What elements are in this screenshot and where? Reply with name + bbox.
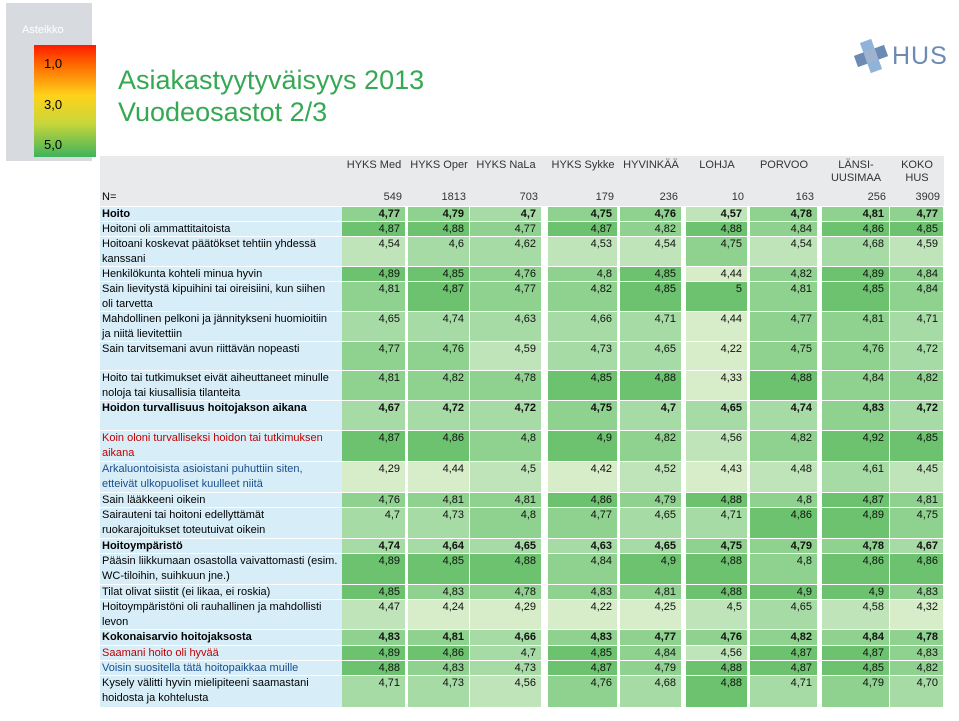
question-label: Henkilökunta kohteli minua hyvin: [102, 268, 263, 280]
question-label: Voisin suositella tätä hoitopaikkaa muille: [102, 662, 299, 674]
score-value: 4,75: [590, 402, 612, 414]
score-value: 4,84: [916, 283, 938, 295]
score-value: 4,87: [590, 223, 612, 235]
question-label: Sain tarvitsemani avun riittävän nopeasti: [102, 343, 300, 355]
score-value: 4,67: [378, 402, 400, 414]
score-value: 4,44: [720, 268, 742, 280]
n-value: 163: [795, 191, 814, 203]
score-value: 4,88: [720, 662, 742, 674]
score-value: 4,85: [590, 372, 612, 384]
score-value: 4,63: [514, 313, 536, 325]
score-value: 4,68: [862, 238, 884, 250]
score-value: 4,86: [590, 494, 612, 506]
score-value: 4,77: [514, 283, 536, 295]
score-value: 4,75: [590, 208, 612, 220]
score-value: 4,54: [378, 238, 400, 250]
score-value: 4,82: [790, 432, 812, 444]
score-value: 4,57: [720, 208, 742, 220]
score-value: 4,89: [862, 509, 884, 521]
question-label: Mahdollinen pelkoni ja jännitykseni huomioitiin ja niitä lievitettiin: [102, 313, 328, 340]
n-value: 703: [519, 191, 538, 203]
question-label: Sairauteni tai hoitoni edellyttämät ruokarajoitukset toteutuivat oikein: [102, 509, 266, 536]
score-value: 4,72: [514, 402, 536, 414]
score-value: 4,82: [790, 268, 812, 280]
score-value: 4,84: [790, 223, 812, 235]
score-value: 4,44: [720, 313, 742, 325]
column-header: HYKS Med: [346, 159, 402, 171]
score-value: 4,73: [442, 677, 464, 689]
score-value: 4,65: [654, 540, 676, 552]
score-value: 4,82: [442, 372, 464, 384]
question-label: Sain lievitystä kipuihini tai oireisiini, kun siihen oli tarvetta: [102, 283, 326, 310]
n-label: N=: [102, 191, 117, 203]
score-value: 4,77: [378, 208, 400, 220]
score-value: 4,89: [862, 268, 884, 280]
score-value: 4,88: [720, 494, 742, 506]
score-value: 4,74: [790, 402, 812, 414]
score-value: 4,8: [796, 494, 812, 506]
score-value: 4,9: [868, 586, 884, 598]
score-value: 4,8: [520, 509, 536, 521]
score-value: 4,85: [916, 432, 938, 444]
score-value: 4,7: [520, 647, 536, 659]
score-value: 4,85: [654, 283, 676, 295]
score-value: 4,85: [442, 555, 464, 567]
score-value: 4,8: [796, 555, 812, 567]
score-value: 4,86: [790, 509, 812, 521]
score-value: 4,65: [378, 313, 400, 325]
score-value: 4,88: [654, 372, 676, 384]
score-value: 4,76: [590, 677, 612, 689]
score-value: 4,76: [514, 268, 536, 280]
score-value: 4,87: [790, 647, 812, 659]
question-label: Pääsin liikkumaan osastolla vaivattomasti (esim. WC-tiloihin, suihkuun jne.): [102, 555, 338, 582]
score-value: 4,75: [790, 343, 812, 355]
score-value: 4,85: [916, 223, 938, 235]
score-value: 4,84: [590, 555, 612, 567]
score-value: 4,81: [654, 586, 676, 598]
score-value: 4,83: [378, 631, 400, 643]
score-value: 4,78: [514, 372, 536, 384]
score-value: 4,77: [916, 208, 938, 220]
rating-scale-legend: [6, 3, 92, 161]
question-label: Sain lääkkeeni oikein: [102, 494, 206, 506]
logo-text: HUS: [892, 42, 948, 70]
score-value: 4,65: [654, 509, 676, 521]
score-value: 4,84: [654, 647, 676, 659]
score-value: 4,9: [596, 432, 612, 444]
score-value: 4,79: [862, 677, 884, 689]
score-value: 4,7: [660, 402, 676, 414]
question-label: Kysely välitti hyvin mielipiteeni saamastani hoidosta ja kohtelusta: [102, 677, 309, 704]
score-value: 4,83: [916, 647, 938, 659]
score-value: 4,73: [590, 343, 612, 355]
score-value: 4,76: [654, 208, 676, 220]
score-value: 4,82: [916, 372, 938, 384]
score-value: 4,5: [726, 601, 742, 613]
score-value: 4,81: [378, 283, 400, 295]
score-value: 4,8: [520, 432, 536, 444]
score-value: 4,82: [916, 662, 938, 674]
section-heading: Hoito: [102, 208, 131, 220]
score-value: 4,76: [442, 343, 464, 355]
score-value: 4,70: [916, 677, 938, 689]
column-header: KOKO HUS: [901, 159, 933, 184]
score-value: 4,83: [590, 631, 612, 643]
score-value: 4,81: [862, 313, 884, 325]
score-value: 4,71: [790, 677, 812, 689]
score-value: 4,7: [520, 208, 536, 220]
score-value: 4,59: [916, 238, 938, 250]
score-value: 4,88: [720, 555, 742, 567]
score-value: 4,85: [654, 268, 676, 280]
score-value: 4,81: [514, 494, 536, 506]
score-value: 4,76: [720, 631, 742, 643]
score-value: 4,79: [442, 208, 464, 220]
score-value: 4,78: [514, 586, 536, 598]
score-value: 4,72: [916, 343, 938, 355]
legend-label-bottom: 5,0: [44, 137, 63, 152]
score-value: 4,87: [862, 494, 884, 506]
score-value: 4,72: [916, 402, 938, 414]
column-header: PORVOO: [759, 159, 809, 171]
score-value: 4,89: [378, 647, 400, 659]
score-value: 4,63: [590, 540, 612, 552]
score-value: 4,83: [862, 402, 884, 414]
score-value: 4,83: [916, 586, 938, 598]
score-value: 4,24: [442, 601, 464, 613]
score-value: 4,87: [590, 662, 612, 674]
score-value: 4,77: [590, 509, 612, 521]
score-value: 4,88: [442, 223, 464, 235]
score-value: 4,66: [590, 313, 612, 325]
score-value: 4,85: [862, 283, 884, 295]
score-value: 4,86: [862, 223, 884, 235]
score-value: 4,88: [790, 372, 812, 384]
score-value: 4,86: [442, 647, 464, 659]
score-value: 4,89: [378, 555, 400, 567]
score-value: 4,47: [378, 601, 400, 613]
score-value: 4,8: [596, 268, 612, 280]
score-value: 4,81: [442, 631, 464, 643]
results-table: [100, 156, 944, 721]
score-value: 4,84: [862, 631, 884, 643]
score-value: 4,73: [442, 509, 464, 521]
score-value: 4,88: [378, 662, 400, 674]
score-value: 4,67: [916, 540, 938, 552]
score-value: 4,65: [720, 402, 742, 414]
column-header: HYKS Oper: [410, 159, 468, 171]
score-value: 4,77: [654, 631, 676, 643]
score-value: 4,87: [442, 283, 464, 295]
score-value: 4,87: [862, 647, 884, 659]
score-value: 4,77: [790, 313, 812, 325]
score-value: 4,78: [916, 631, 938, 643]
score-value: 4,59: [514, 343, 536, 355]
n-value: 10: [731, 191, 744, 203]
score-value: 4,61: [862, 463, 884, 475]
n-value: 236: [659, 191, 678, 203]
score-value: 4,84: [862, 372, 884, 384]
score-value: 4,52: [654, 463, 676, 475]
score-value: 4,45: [916, 463, 938, 475]
score-value: 4,77: [514, 223, 536, 235]
question-label: Hoitoani koskevat päätökset tehtiin yhdessä kanssani: [102, 238, 317, 265]
score-value: 4,81: [378, 372, 400, 384]
score-value: 4,88: [720, 223, 742, 235]
score-value: 4,89: [378, 268, 400, 280]
score-value: 4,25: [654, 601, 676, 613]
legend-label-top: 1,0: [44, 56, 63, 71]
score-value: 4,65: [654, 343, 676, 355]
section-heading: Kokonaisarvio hoitojaksosta: [102, 631, 252, 643]
hus-logo: [852, 38, 948, 78]
score-value: 4,83: [442, 662, 464, 674]
score-value: 4,48: [790, 463, 812, 475]
score-value: 4,75: [916, 509, 938, 521]
score-value: 4,56: [720, 432, 742, 444]
score-value: 4,71: [378, 677, 400, 689]
score-value: 4,65: [790, 601, 812, 613]
score-value: 4,79: [654, 662, 676, 674]
score-value: 4,71: [654, 313, 676, 325]
score-value: 4,84: [916, 268, 938, 280]
column-header: HYVINKÄÄ: [623, 159, 679, 171]
score-value: 4,88: [720, 586, 742, 598]
n-value: 256: [867, 191, 886, 203]
score-value: 4,85: [590, 647, 612, 659]
column-header: LOHJA: [699, 159, 735, 171]
score-value: 4,81: [916, 494, 938, 506]
score-value: 4,54: [654, 238, 676, 250]
legend-label-middle: 3,0: [44, 97, 63, 112]
n-value: 179: [595, 191, 614, 203]
score-value: 4,82: [654, 223, 676, 235]
score-value: 4,6: [448, 238, 464, 250]
score-value: 4,7: [384, 509, 400, 521]
title-line-2: Vuodeosastot 2/3: [118, 97, 328, 127]
section-heading: Hoidon turvallisuus hoitojakson aikana: [102, 402, 307, 414]
n-value: 3909: [915, 191, 940, 203]
score-value: 4,85: [442, 268, 464, 280]
question-label: Tilat olivat siistit (ei likaa, ei roskia): [102, 586, 271, 598]
score-value: 4,54: [790, 238, 812, 250]
n-value: 549: [383, 191, 402, 203]
title-line-1: Asiakastyytyväisyys 2013: [118, 65, 425, 95]
hus-cross-icon: [852, 38, 890, 74]
score-value: 5: [735, 283, 742, 295]
score-value: 4,82: [654, 432, 676, 444]
score-value: 4,29: [378, 463, 400, 475]
score-value: 4,83: [442, 586, 464, 598]
score-value: 4,76: [378, 494, 400, 506]
score-value: 4,79: [790, 540, 812, 552]
score-value: 4,88: [514, 555, 536, 567]
score-value: 4,29: [514, 601, 536, 613]
score-value: 4,68: [654, 677, 676, 689]
score-value: 4,43: [720, 463, 742, 475]
score-value: 4,71: [916, 313, 938, 325]
score-value: 4,77: [378, 343, 400, 355]
score-value: 4,62: [514, 238, 536, 250]
score-value: 4,58: [862, 601, 884, 613]
score-value: 4,85: [378, 586, 400, 598]
score-value: 4,9: [660, 555, 676, 567]
score-value: 4,32: [916, 601, 938, 613]
legend-title: Asteikko: [22, 24, 64, 36]
score-value: 4,87: [378, 223, 400, 235]
score-value: 4,88: [720, 677, 742, 689]
score-value: 4,76: [862, 343, 884, 355]
score-value: 4,71: [720, 509, 742, 521]
score-value: 4,81: [790, 283, 812, 295]
score-value: 4,22: [590, 601, 612, 613]
score-value: 4,82: [590, 283, 612, 295]
score-value: 4,64: [442, 540, 464, 552]
score-value: 4,81: [442, 494, 464, 506]
score-value: 4,65: [514, 540, 536, 552]
section-heading: Hoitoympäristö: [102, 540, 183, 552]
score-value: 4,81: [862, 208, 884, 220]
score-value: 4,33: [720, 372, 742, 384]
score-value: 4,87: [378, 432, 400, 444]
score-value: 4,74: [378, 540, 400, 552]
score-value: 4,66: [514, 631, 536, 643]
score-value: 4,87: [790, 662, 812, 674]
score-value: 4,85: [862, 662, 884, 674]
score-value: 4,82: [790, 631, 812, 643]
score-value: 4,92: [862, 432, 884, 444]
question-label: Hoitoympäristöni oli rauhallinen ja mahdollisti levon: [102, 601, 322, 628]
score-value: 4,56: [514, 677, 536, 689]
page-title: [118, 64, 424, 128]
score-value: 4,83: [590, 586, 612, 598]
question-label: Hoitoni oli ammattitaitoista: [102, 223, 231, 235]
score-value: 4,75: [720, 238, 742, 250]
score-value: 4,9: [796, 586, 812, 598]
score-value: 4,56: [720, 647, 742, 659]
score-value: 4,53: [590, 238, 612, 250]
score-value: 4,78: [790, 208, 812, 220]
column-header: HYKS Sykke: [551, 159, 615, 171]
score-value: 4,42: [590, 463, 612, 475]
n-value: 1813: [441, 191, 466, 203]
score-value: 4,44: [442, 463, 464, 475]
column-header: LÄNSI-UUSIMAA: [830, 159, 882, 184]
score-value: 4,73: [514, 662, 536, 674]
score-value: 4,86: [442, 432, 464, 444]
score-value: 4,5: [520, 463, 536, 475]
score-value: 4,86: [862, 555, 884, 567]
column-header: HYKS NaLa: [476, 159, 536, 171]
question-label: Koin oloni turvalliseksi hoidon tai tutkimuksen aikana: [102, 432, 323, 459]
score-value: 4,78: [862, 540, 884, 552]
score-value: 4,86: [916, 555, 938, 567]
score-value: 4,72: [442, 402, 464, 414]
score-value: 4,79: [654, 494, 676, 506]
question-label: Arkaluontoisista asioistani puhuttiin siten, etteivät ulkopuoliset kuulleet niitä: [102, 463, 303, 490]
question-label: Hoito tai tutkimukset eivät aiheuttaneet minulle noloja tai kiusallisia tilanteita: [102, 372, 329, 399]
score-value: 4,75: [720, 540, 742, 552]
question-label: Saamani hoito oli hyvää: [102, 647, 219, 659]
score-value: 4,74: [442, 313, 464, 325]
score-value: 4,22: [720, 343, 742, 355]
